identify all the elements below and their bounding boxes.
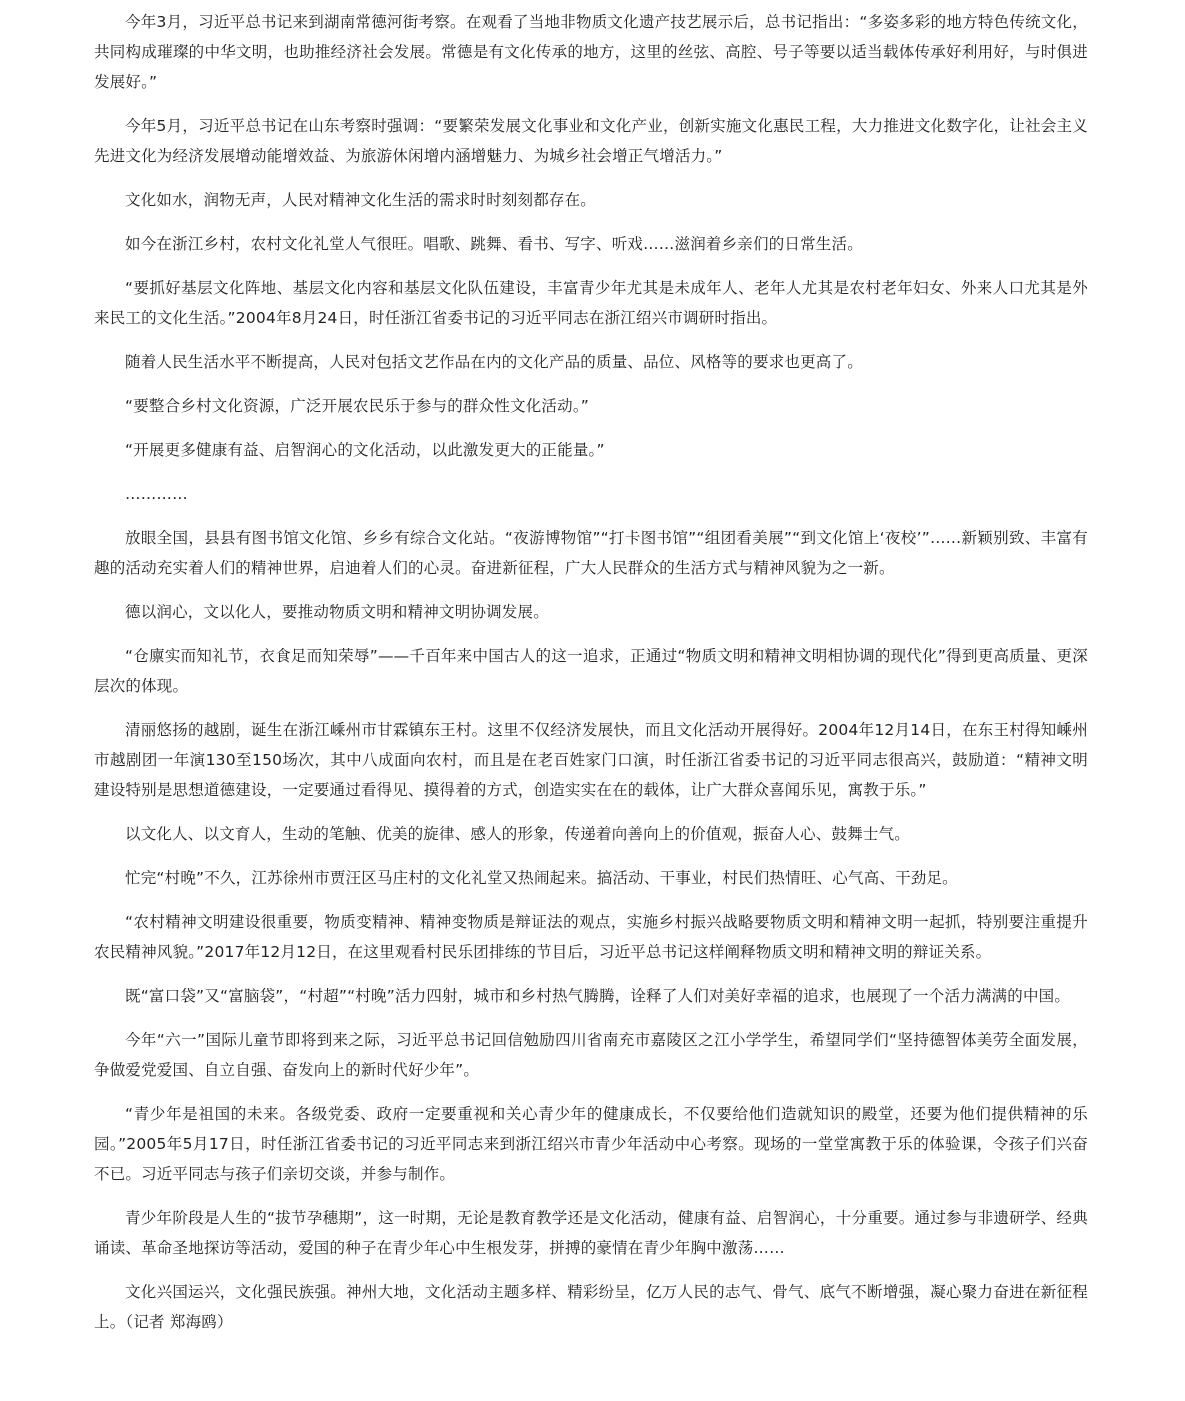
paragraph-8: “开展更多健康有益、启智润心的文化活动，以此激发更大的正能量。”	[125, 441, 605, 459]
paragraph-17: 既“富口袋”又“富脑袋”，“村超”“村晚”活力四射，城市和乡村热气腾腾，诠释了人们对美好幸福的追求，也展现了一个活力满满的中国。	[125, 987, 1071, 1005]
paragraph-1: 今年3月，习近平总书记来到湖南常德河街考察。在观看了当地非物质文化遗产技艺展示后，总书记指出：“多姿多彩的地方特色传统文化，共同构成璀璨的中华文明，也助推经济社会发展。常德是有文化传承的地方，这里的丝弦、高腔、号子等要以适当载体传承好利用好，与时俱进发展好。”	[94, 13, 1088, 91]
paragraph-6: 随着人民生活水平不断提高，人民对包括文艺作品在内的文化产品的质量、品位、风格等的要求也更高了。	[125, 353, 863, 371]
article-body	[94, 7, 1088, 1351]
paragraph-12: “仓廪实而知礼节，衣食足而知荣辱”——千百年来中国古人的这一追求，正通过“物质文明和精神文明相协调的现代化”得到更高质量、更深层次的体现。	[94, 647, 1088, 695]
paragraph-20: 青少年阶段是人生的“拔节孕穗期”，这一时期，无论是教育教学还是文化活动，健康有益、启智润心，十分重要。通过参与非遗研学、经典诵读、革命圣地探访等活动，爱国的种子在青少年心中生根发芽，拼搏的豪情在青少年胸中激荡……	[94, 1209, 1088, 1257]
paragraph-21-byline: 文化兴国运兴，文化强民族强。神州大地，文化活动主题多样、精彩纷呈，亿万人民的志气、骨气、底气不断增强，凝心聚力奋进在新征程上。（记者 郑海鸥）	[94, 1283, 1088, 1331]
paragraph-5: “要抓好基层文化阵地、基层文化内容和基层文化队伍建设，丰富青少年尤其是未成年人、老年人尤其是农村老年妇女、外来人口尤其是外来民工的文化生活。”2004年8月24日，时任浙江省委书记的习近平同志在浙江绍兴市调研时指出。	[94, 279, 1088, 327]
paragraph-11: 德以润心，文以化人，要推动物质文明和精神文明协调发展。	[125, 603, 549, 621]
ellipsis-divider: …………	[125, 485, 188, 503]
paragraph-19: “青少年是祖国的未来。各级党委、政府一定要重视和关心青少年的健康成长，不仅要给他们造就知识的殿堂，还要为他们提供精神的乐园。”2005年5月17日，时任浙江省委书记的习近平同志来到浙江绍兴市青少年活动中心考察。现场的一堂堂寓教于乐的体验课，令孩子们兴奋不已。习近平同志与孩子们亲切交谈，并参与制作。	[94, 1105, 1088, 1183]
paragraph-13: 清丽悠扬的越剧，诞生在浙江嵊州市甘霖镇东王村。这里不仅经济发展快，而且文化活动开展得好。2004年12月14日，在东王村得知嵊州市越剧团一年演130至150场次，其中八成面向农村，而且是在老百姓家门口演，时任浙江省委书记的习近平同志很高兴，鼓励道：“精神文明建设特别是思想道德建设，一定要通过看得见、摸得着的方式，创造实实在在的载体，让广大群众喜闻乐见，寓教于乐。”	[94, 721, 1088, 799]
paragraph-10: 放眼全国，县县有图书馆文化馆、乡乡有综合文化站。“夜游博物馆”“打卡图书馆”“组团看美展”“到文化馆上‘夜校’”……新颖别致、丰富有趣的活动充实着人们的精神世界，启迪着人们的心灵。奋进新征程，广大人民群众的生活方式与精神风貌为之一新。	[94, 529, 1088, 577]
paragraph-3: 文化如水，润物无声，人民对精神文化生活的需求时时刻刻都存在。	[125, 191, 597, 209]
paragraph-7: “要整合乡村文化资源，广泛开展农民乐于参与的群众性文化活动。”	[125, 397, 590, 415]
paragraph-15: 忙完“村晚”不久，江苏徐州市贾汪区马庄村的文化礼堂又热闹起来。搞活动、干事业，村民们热情旺、心气高、干劲足。	[125, 869, 958, 887]
paragraph-4: 如今在浙江乡村，农村文化礼堂人气很旺。唱歌、跳舞、看书、写字、听戏……滋润着乡亲们的日常生活。	[125, 235, 863, 253]
paragraph-14: 以文化人、以文育人，生动的笔触、优美的旋律、感人的形象，传递着向善向上的价值观，振奋人心、鼓舞士气。	[125, 825, 911, 843]
paragraph-2: 今年5月，习近平总书记在山东考察时强调：“要繁荣发展文化事业和文化产业，创新实施文化惠民工程，大力推进文化数字化，让社会主义先进文化为经济发展增动能增效益、为旅游休闲增内涵增魅力、为城乡社会增正气增活力。”	[94, 117, 1088, 165]
paragraph-18: 今年“六一”国际儿童节即将到来之际，习近平总书记回信勉励四川省南充市嘉陵区之江小学学生，希望同学们“坚持德智体美劳全面发展，争做爱党爱国、自立自强、奋发向上的新时代好少年”。	[94, 1031, 1088, 1079]
paragraph-16: “农村精神文明建设很重要，物质变精神、精神变物质是辩证法的观点，实施乡村振兴战略要物质文明和精神文明一起抓，特别要注重提升农民精神风貌。”2017年12月12日，在这里观看村民乐团排练的节目后，习近平总书记这样阐释物质文明和精神文明的辩证关系。	[94, 913, 1088, 961]
